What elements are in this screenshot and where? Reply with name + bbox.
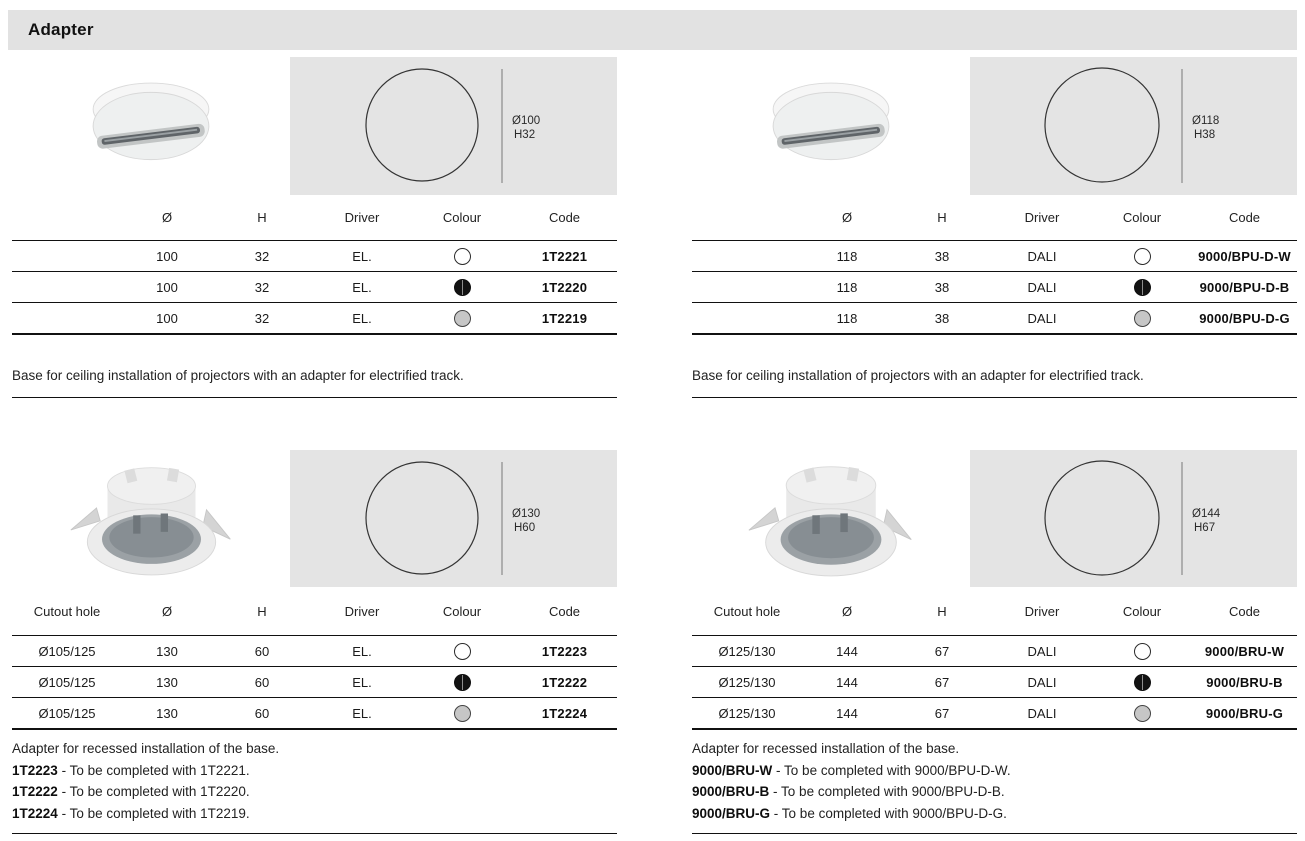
section-notes bbox=[12, 738, 617, 824]
table-row bbox=[12, 698, 617, 730]
cell-colour bbox=[412, 673, 512, 690]
dimension-drawing bbox=[290, 450, 617, 587]
note-line bbox=[12, 781, 617, 803]
surface-base-illustration bbox=[756, 70, 906, 182]
cell-driver: DALI bbox=[1027, 643, 1057, 659]
cell-driver: EL. bbox=[352, 674, 372, 690]
cell-driver: EL. bbox=[352, 248, 372, 264]
cell-code: 1T2221 bbox=[541, 248, 588, 264]
section-divider bbox=[692, 833, 1297, 834]
note-code: 9000/BRU-B bbox=[692, 784, 770, 799]
note-text: - To be completed with 9000/BPU-D-B. bbox=[773, 784, 1005, 799]
col-header-colour: Colour bbox=[1122, 210, 1162, 225]
diameter-label: Ø144 bbox=[1192, 508, 1221, 520]
height-label: H32 bbox=[514, 129, 536, 141]
cell-colour bbox=[1092, 247, 1192, 264]
section-divider bbox=[12, 397, 617, 398]
col-header-colour: Colour bbox=[442, 603, 482, 619]
col-header-cutout: Cutout hole bbox=[33, 603, 101, 619]
product-photo-recessed-adapter bbox=[12, 450, 290, 587]
col-header-driver: Driver bbox=[344, 603, 380, 619]
table-header-row bbox=[692, 587, 1297, 635]
col-header-code: Code bbox=[1228, 210, 1261, 225]
cell-height: 60 bbox=[254, 643, 270, 659]
col-header-colour: Colour bbox=[1122, 603, 1162, 619]
colour-swatch-icon bbox=[1134, 248, 1151, 265]
note-text: - To be completed with 9000/BPU-D-G. bbox=[773, 805, 1007, 821]
right-column bbox=[692, 57, 1297, 834]
cell-diameter: 100 bbox=[156, 310, 178, 326]
note-line bbox=[692, 803, 1297, 825]
section-recessed-dali bbox=[692, 450, 1297, 834]
section-divider bbox=[692, 397, 1297, 398]
col-header-code: Code bbox=[1228, 603, 1261, 619]
note-text: - To be completed with 1T2220. bbox=[61, 784, 250, 799]
section-notes bbox=[692, 738, 1297, 824]
height-label: H38 bbox=[1194, 129, 1216, 141]
note-line bbox=[692, 760, 1297, 782]
table-row bbox=[692, 698, 1297, 730]
cell-cutout: Ø125/130 bbox=[718, 674, 776, 690]
table-row bbox=[692, 272, 1297, 303]
col-header-diameter: Ø bbox=[841, 603, 853, 619]
section-description: Adapter for recessed installation of the base. bbox=[12, 741, 280, 756]
note-code: 9000/BRU-W bbox=[692, 762, 773, 778]
height-label: H60 bbox=[514, 522, 536, 534]
cell-height: 38 bbox=[934, 248, 950, 264]
col-header-diameter: Ø bbox=[161, 603, 173, 619]
cell-cutout: Ø125/130 bbox=[718, 643, 776, 659]
colour-swatch-icon bbox=[454, 310, 471, 327]
table-row bbox=[12, 667, 617, 698]
col-header-height: H bbox=[257, 603, 267, 619]
section-base-el bbox=[12, 57, 617, 398]
col-header-height: H bbox=[937, 603, 947, 619]
cell-driver: DALI bbox=[1027, 279, 1057, 295]
recessed-adapter-illustration bbox=[747, 452, 915, 586]
table-row bbox=[692, 303, 1297, 335]
left-column bbox=[12, 57, 617, 834]
height-label: H67 bbox=[1194, 522, 1216, 534]
colour-swatch-icon bbox=[454, 643, 471, 660]
page-title: Adapter bbox=[28, 20, 94, 39]
table-header-row bbox=[12, 587, 617, 635]
cell-driver: DALI bbox=[1027, 705, 1057, 721]
cell-height: 32 bbox=[254, 279, 270, 295]
section-description: Base for ceiling installation of projectors with an adapter for electrified track. bbox=[692, 368, 1144, 383]
cell-driver: DALI bbox=[1027, 248, 1057, 264]
cell-code: 1T2220 bbox=[541, 279, 588, 295]
note-text: - To be completed with 1T2221. bbox=[61, 762, 250, 778]
colour-swatch-icon bbox=[1134, 310, 1151, 327]
diameter-label: Ø100 bbox=[512, 115, 541, 127]
cell-driver: EL. bbox=[352, 279, 372, 295]
col-header-diameter: Ø bbox=[161, 210, 173, 225]
note-code: 1T2224 bbox=[12, 805, 58, 821]
cell-driver: EL. bbox=[352, 310, 372, 326]
product-photo-surface-base bbox=[12, 57, 290, 195]
colour-swatch-icon bbox=[1134, 674, 1151, 691]
section-divider bbox=[12, 833, 617, 834]
cell-driver: DALI bbox=[1027, 674, 1057, 690]
surface-base-illustration bbox=[76, 70, 226, 182]
col-header-driver: Driver bbox=[344, 210, 380, 225]
product-photo-recessed-adapter bbox=[692, 450, 970, 587]
colour-swatch-icon bbox=[1134, 279, 1151, 296]
col-header-height: H bbox=[257, 210, 267, 225]
cell-colour bbox=[1092, 642, 1192, 659]
col-header-cutout: Cutout hole bbox=[713, 603, 781, 619]
cell-colour bbox=[412, 309, 512, 326]
cell-height: 67 bbox=[934, 643, 950, 659]
cell-colour bbox=[412, 704, 512, 721]
cell-diameter: 118 bbox=[836, 310, 858, 326]
media-row bbox=[12, 450, 617, 587]
cell-diameter: 100 bbox=[156, 279, 178, 295]
table-row bbox=[12, 241, 617, 272]
col-header-driver: Driver bbox=[1024, 603, 1060, 619]
spec-table bbox=[12, 240, 617, 335]
colour-swatch-icon bbox=[1134, 705, 1151, 722]
spec-table bbox=[12, 635, 617, 730]
catalog-grid bbox=[0, 57, 1305, 834]
diameter-label: Ø118 bbox=[1192, 115, 1220, 127]
note-text: - To be completed with 9000/BPU-D-W. bbox=[776, 762, 1011, 778]
cell-code: 9000/BPU-D-W bbox=[1198, 248, 1291, 264]
dimension-drawing bbox=[970, 57, 1297, 195]
cell-diameter: 130 bbox=[156, 674, 178, 690]
section-base-dali bbox=[692, 57, 1297, 398]
cell-colour bbox=[412, 247, 512, 264]
dimension-drawing bbox=[290, 57, 617, 195]
colour-swatch-icon bbox=[454, 705, 471, 722]
note-code: 9000/BRU-G bbox=[692, 805, 771, 821]
cell-colour bbox=[1092, 309, 1192, 326]
cell-diameter: 130 bbox=[156, 643, 178, 659]
cell-colour bbox=[1092, 704, 1192, 721]
table-row bbox=[692, 667, 1297, 698]
media-row bbox=[692, 450, 1297, 587]
cell-cutout: Ø105/125 bbox=[38, 643, 96, 659]
cell-diameter: 130 bbox=[156, 705, 178, 721]
media-row bbox=[12, 57, 617, 195]
colour-swatch-icon bbox=[1134, 643, 1151, 660]
recessed-adapter-illustration bbox=[69, 453, 234, 585]
cell-diameter: 100 bbox=[156, 248, 178, 264]
cell-colour bbox=[412, 278, 512, 295]
cell-driver: EL. bbox=[352, 643, 372, 659]
drawing-circle-outline bbox=[366, 69, 478, 181]
table-row bbox=[12, 636, 617, 667]
col-header-height: H bbox=[937, 210, 947, 225]
media-row bbox=[692, 57, 1297, 195]
cell-cutout: Ø105/125 bbox=[38, 705, 96, 721]
cell-height: 38 bbox=[934, 279, 950, 295]
col-header-colour: Colour bbox=[442, 210, 482, 225]
cell-cutout: Ø125/130 bbox=[718, 705, 776, 721]
table-header-row bbox=[12, 195, 617, 240]
note-line bbox=[12, 760, 617, 782]
cell-diameter: 118 bbox=[836, 248, 858, 264]
cell-code: 9000/BRU-W bbox=[1204, 643, 1285, 659]
cell-diameter: 144 bbox=[836, 705, 858, 721]
section-description: Adapter for recessed installation of the base. bbox=[692, 741, 960, 756]
table-row bbox=[692, 636, 1297, 667]
dimension-drawing bbox=[970, 450, 1297, 587]
cell-code: 9000/BRU-G bbox=[1205, 705, 1284, 721]
colour-swatch-icon bbox=[454, 248, 471, 265]
cell-cutout: Ø105/125 bbox=[38, 674, 96, 690]
cell-code: 1T2223 bbox=[541, 643, 588, 659]
cell-height: 60 bbox=[254, 705, 270, 721]
note-code: 1T2223 bbox=[12, 762, 58, 778]
drawing-circle-outline bbox=[1045, 68, 1159, 182]
colour-swatch-icon bbox=[454, 279, 471, 296]
cell-colour bbox=[412, 642, 512, 659]
cell-code: 1T2222 bbox=[541, 674, 588, 690]
col-header-code: Code bbox=[548, 210, 581, 225]
cell-driver: EL. bbox=[352, 705, 372, 721]
note-code: 1T2222 bbox=[12, 784, 58, 799]
drawing-circle-outline bbox=[366, 462, 478, 574]
cell-code: 9000/BPU-D-G bbox=[1199, 310, 1290, 326]
spec-table bbox=[692, 240, 1297, 335]
product-photo-surface-base bbox=[692, 57, 970, 195]
table-row bbox=[12, 303, 617, 335]
drawing-circle-outline bbox=[1045, 461, 1159, 575]
cell-code: 1T2219 bbox=[541, 310, 588, 326]
cell-height: 67 bbox=[934, 674, 950, 690]
cell-height: 67 bbox=[934, 705, 950, 721]
section-description: Base for ceiling installation of projectors with an adapter for electrified track. bbox=[12, 368, 464, 383]
cell-diameter: 144 bbox=[836, 643, 858, 659]
cell-diameter: 118 bbox=[836, 279, 858, 295]
table-header-row bbox=[692, 195, 1297, 240]
cell-colour bbox=[1092, 673, 1192, 690]
cell-colour bbox=[1092, 278, 1192, 295]
cell-diameter: 144 bbox=[836, 674, 858, 690]
cell-height: 32 bbox=[254, 248, 270, 264]
table-row bbox=[692, 241, 1297, 272]
cell-driver: DALI bbox=[1027, 310, 1057, 326]
page-title-bar bbox=[8, 10, 1297, 50]
diameter-label: Ø130 bbox=[512, 508, 541, 520]
cell-code: 1T2224 bbox=[541, 705, 588, 721]
colour-swatch-icon bbox=[454, 674, 471, 691]
col-header-code: Code bbox=[548, 603, 581, 619]
cell-height: 32 bbox=[254, 310, 270, 326]
col-header-driver: Driver bbox=[1024, 210, 1060, 225]
note-line bbox=[12, 803, 617, 825]
cell-height: 60 bbox=[254, 674, 270, 690]
cell-code: 9000/BRU-B bbox=[1206, 674, 1283, 690]
spec-table bbox=[692, 635, 1297, 730]
note-text: - To be completed with 1T2219. bbox=[61, 805, 250, 821]
col-header-diameter: Ø bbox=[841, 210, 853, 225]
cell-code: 9000/BPU-D-B bbox=[1199, 279, 1290, 295]
cell-height: 38 bbox=[934, 310, 950, 326]
note-line bbox=[692, 781, 1297, 803]
table-row bbox=[12, 272, 617, 303]
section-recessed-el bbox=[12, 450, 617, 834]
